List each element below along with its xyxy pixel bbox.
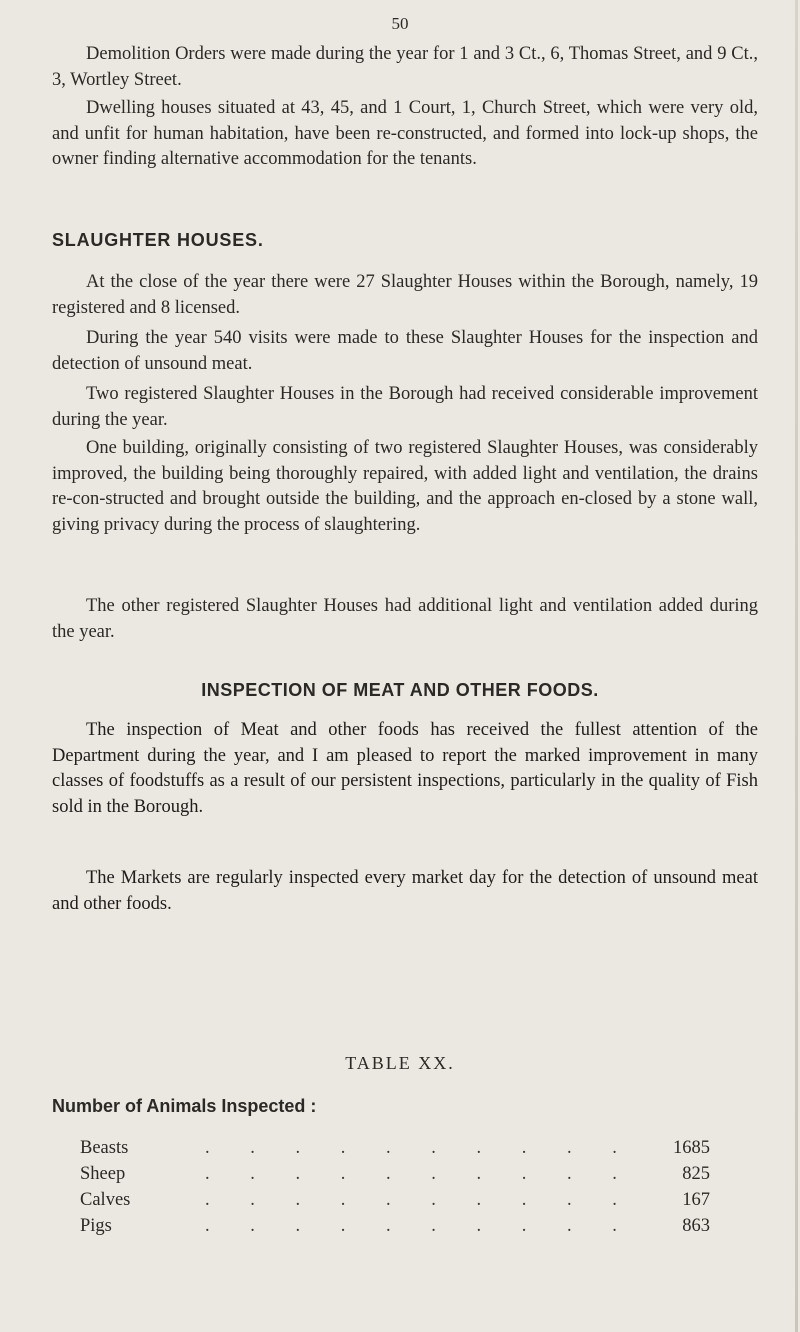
paragraph-slaughter-other: The other registered Slaughter Houses had additional light and ventilation added during the year. (52, 596, 758, 642)
row-value: 825 (682, 1164, 710, 1184)
paragraph-inspection: The inspection of Meat and other foods has received the fullest attention of the Department during the year, and I am pleased to report the marked improvement in many classes of foodstuffs as a result of our persistent inspections, particularly in the quality of Fish sold in the Borough. (52, 720, 758, 817)
dot-leader: . . . . . . . . . . (205, 1164, 635, 1184)
row-value: 1685 (673, 1138, 710, 1158)
dot-leader: . . . . . . . . . . (205, 1216, 635, 1236)
table-row (80, 1190, 710, 1216)
heading-inspection-meat: INSPECTION OF MEAT AND OTHER FOODS. (201, 680, 599, 700)
paragraph-dwelling-houses: Dwelling houses situated at 43, 45, and 1 Court, 1, Church Street, which were very old, and unfit for human habitation, have been re-constructed, and formed into lock-up shops, the owner finding alternative accommodation for the tenants. (52, 98, 758, 170)
row-value: 863 (682, 1216, 710, 1236)
table-row (80, 1164, 710, 1190)
paragraph-slaughter-building: One building, originally consisting of two registered Slaughter Houses, was considerably improved, the building being thoroughly repaired, with added light and ventilation, the drains re-con-structed and brought outside the building, and the approach en-closed by a stone wall, giving privacy during the process of slaughtering. (52, 438, 758, 535)
page-number: 50 (391, 14, 409, 33)
table-row (80, 1216, 710, 1242)
paragraph-slaughter-improvement: Two registered Slaughter Houses in the Borough had received considerable improvement during the year. (52, 384, 758, 430)
table-title: TABLE XX. (345, 1053, 455, 1073)
page-edge (795, 0, 798, 1332)
paragraph-slaughter-count: At the close of the year there were 27 Slaughter Houses within the Borough, namely, 19 registered and 8 licensed. (52, 272, 758, 318)
table-subheading: Number of Animals Inspected : (52, 1096, 317, 1116)
dot-leader: . . . . . . . . . . (205, 1138, 635, 1158)
animals-table (80, 1138, 710, 1242)
row-label: Pigs (80, 1216, 112, 1236)
heading-slaughter-houses: SLAUGHTER HOUSES. (52, 230, 264, 250)
paragraph-slaughter-visits: During the year 540 visits were made to these Slaughter Houses for the inspection and detection of unsound meat. (52, 328, 758, 374)
table-row (80, 1138, 710, 1164)
row-value: 167 (682, 1190, 710, 1210)
row-label: Sheep (80, 1164, 126, 1184)
dot-leader: . . . . . . . . . . (205, 1190, 635, 1210)
paragraph-demolition: Demolition Orders were made during the year for 1 and 3 Ct., 6, Thomas Street, and 9 Ct., 3, Wortley Street. (52, 44, 758, 90)
row-label: Beasts (80, 1138, 129, 1158)
paragraph-markets: The Markets are regularly inspected every market day for the detection of unsound meat and other foods. (52, 868, 758, 914)
row-label: Calves (80, 1190, 131, 1210)
